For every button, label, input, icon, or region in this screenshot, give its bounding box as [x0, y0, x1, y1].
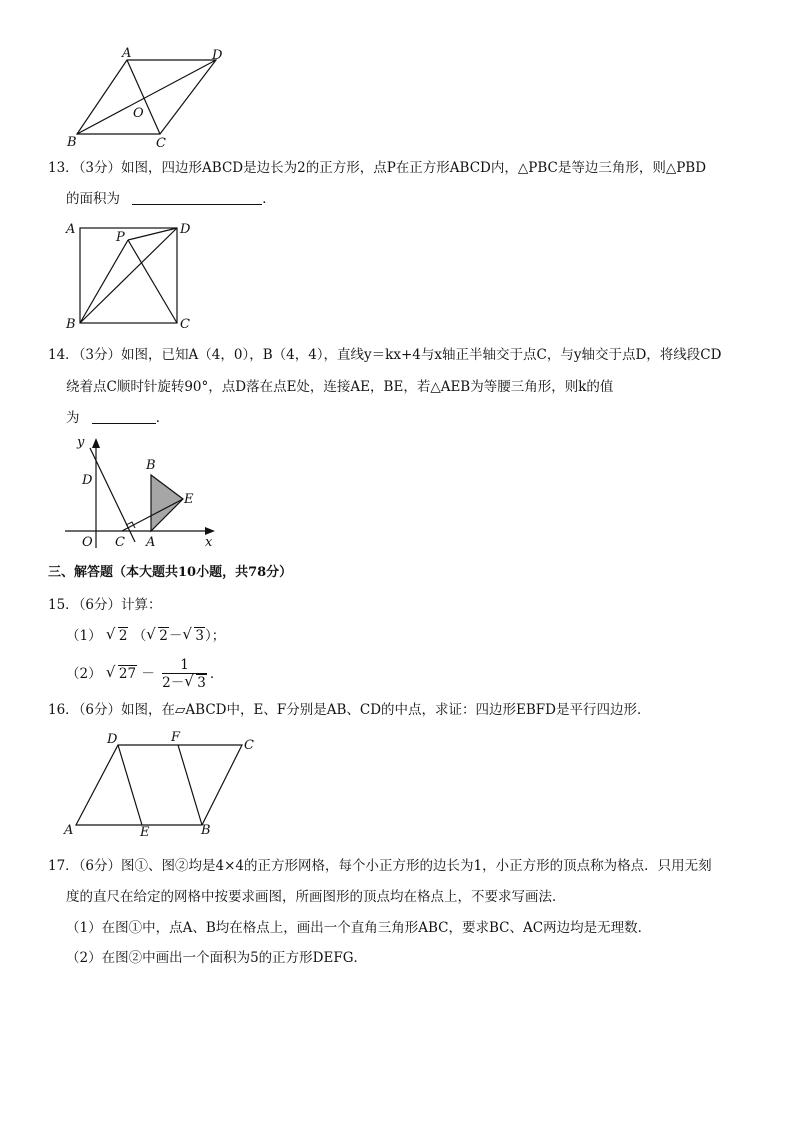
parallelogram-abcd [76, 745, 242, 825]
q17-p1-text: （1）在图①中，点A、B均在格点上，画出一个直角三角形ABC，要求BC、AC两边均是无理数． [66, 920, 652, 936]
q17-part1 [66, 918, 651, 938]
q16-text: 如图，在▱ABCD中，E、F分别是AB、CD的中点，求证：四边形EBFD是平行四边形． [121, 702, 651, 718]
q16-score: （6分） [78, 702, 122, 718]
q14-text-end: ． [155, 410, 170, 426]
q13-text-end: ． [262, 191, 276, 207]
q13-number: 13． [48, 160, 79, 176]
q14-line3 [66, 408, 169, 428]
q14-answer-blank[interactable] [92, 409, 156, 424]
q15-score: （6分） [78, 597, 122, 613]
label-a: A [66, 222, 76, 237]
q15-intro: 计算： [121, 597, 162, 613]
q15-line [48, 595, 162, 615]
label-d: D [180, 222, 191, 237]
q14-line1 [48, 345, 721, 365]
fig12-parallelogram [60, 45, 240, 150]
q15-p2-minus: － [141, 666, 155, 682]
label-a: A [122, 46, 132, 61]
q16-number: 16． [48, 702, 79, 718]
label-b: B [67, 135, 77, 150]
diagonal-ac [127, 60, 160, 134]
q17-line2 [66, 887, 566, 907]
q17-p2-text: （2）在图②中画出一个面积为5的正方形DEFG． [66, 950, 368, 966]
q15-p1-paren-open: （ [132, 628, 147, 644]
sqrt-3: √ 3 [182, 625, 204, 644]
q14-line2 [66, 377, 613, 397]
q13-text-line2: 的面积为 [66, 191, 120, 207]
diagonal-bd [80, 228, 177, 323]
diagonal-bd [77, 60, 216, 134]
q15-p2-label: （2） [66, 666, 102, 682]
q14-text-line1: 如图，已知A（4，0），B（4，4），直线y＝kx+4与x轴正半轴交于点C，与y轴交于点D，将线段CD [121, 347, 722, 363]
label-b: B [201, 823, 211, 838]
segment-fb [178, 745, 202, 825]
x-axis-arrow [205, 527, 215, 535]
fraction-denominator: 2－ √ 3 [162, 672, 206, 691]
y-axis-arrow [92, 438, 100, 448]
label-a: A [64, 823, 74, 838]
q15-p2-end: ． [209, 666, 224, 682]
label-d: D [107, 732, 118, 747]
q15-p1-minus: － [168, 628, 183, 644]
q15-part2 [66, 656, 223, 692]
fig16-parallelogram [60, 728, 270, 843]
segment-bp [80, 240, 128, 323]
label-c: C [244, 738, 254, 753]
triangle-aeb [151, 475, 183, 531]
q14-number: 14． [48, 347, 79, 363]
fig13-square [60, 216, 200, 336]
q17-text-line2: 度的直尺在给定的网格中按要求画图，所画图形的顶点均在格点上，不要求写画法． [66, 889, 566, 905]
fraction-numerator: 1 [162, 657, 207, 674]
q17-part2 [66, 948, 367, 968]
label-o: O [82, 535, 93, 550]
label-a: A [146, 535, 156, 550]
sqrt-2-b: √ 2 [146, 625, 168, 644]
label-d: D [82, 473, 93, 488]
q16-line [48, 700, 651, 720]
sqrt-2-a: √ 2 [105, 625, 128, 644]
label-p: P [116, 230, 125, 245]
fig14-coordinate-plane [60, 432, 230, 552]
q15-p1-paren-close: ）； [204, 628, 226, 644]
label-c: C [180, 317, 190, 332]
q13-answer-blank[interactable] [132, 190, 262, 205]
q13-line2 [66, 189, 276, 209]
label-f: F [171, 730, 181, 745]
q15-p1-label: （1） [66, 628, 102, 644]
label-c: C [156, 136, 166, 150]
q17-score: （6分） [78, 858, 122, 874]
label-d: D [212, 48, 223, 63]
segment-de [118, 745, 142, 825]
label-e: E [184, 492, 194, 507]
label-b: B [66, 317, 76, 332]
q14-text-line3: 为 [66, 410, 80, 426]
label-o: O [133, 106, 144, 121]
segment-pd [128, 228, 177, 240]
label-b: B [146, 458, 156, 473]
q13-score: （3分） [78, 160, 122, 176]
q14-score: （3分） [78, 347, 122, 363]
q17-line1 [48, 856, 712, 876]
q15-part1 [66, 626, 225, 646]
sqrt-27: √ 27 [105, 663, 137, 682]
fraction [162, 657, 207, 692]
label-c: C [115, 535, 125, 550]
q17-number: 17． [48, 858, 79, 874]
label-y: y [77, 435, 85, 450]
q15-number: 15． [48, 597, 79, 613]
q14-text-line2: 绕着点C顺时针旋转90°，点D落在点E处，连接AE，BE，若△AEB为等腰三角形，则k的值 [66, 379, 614, 395]
label-x: x [205, 535, 213, 550]
section3-title: 三、解答题（本大题共10小题，共78分） [48, 565, 293, 580]
q17-text-line1: 图①、图②均是4×4的正方形网格，每个小正方形的边长为1，小正方形的顶点称为格点．只用无刻 [121, 858, 712, 874]
q13-text-line1: 如图，四边形ABCD是边长为2的正方形，点P在正方形ABCD内，△PBC是等边三角形，则△PBD [121, 160, 707, 176]
label-e: E [140, 825, 150, 840]
q13-line1 [48, 158, 706, 178]
